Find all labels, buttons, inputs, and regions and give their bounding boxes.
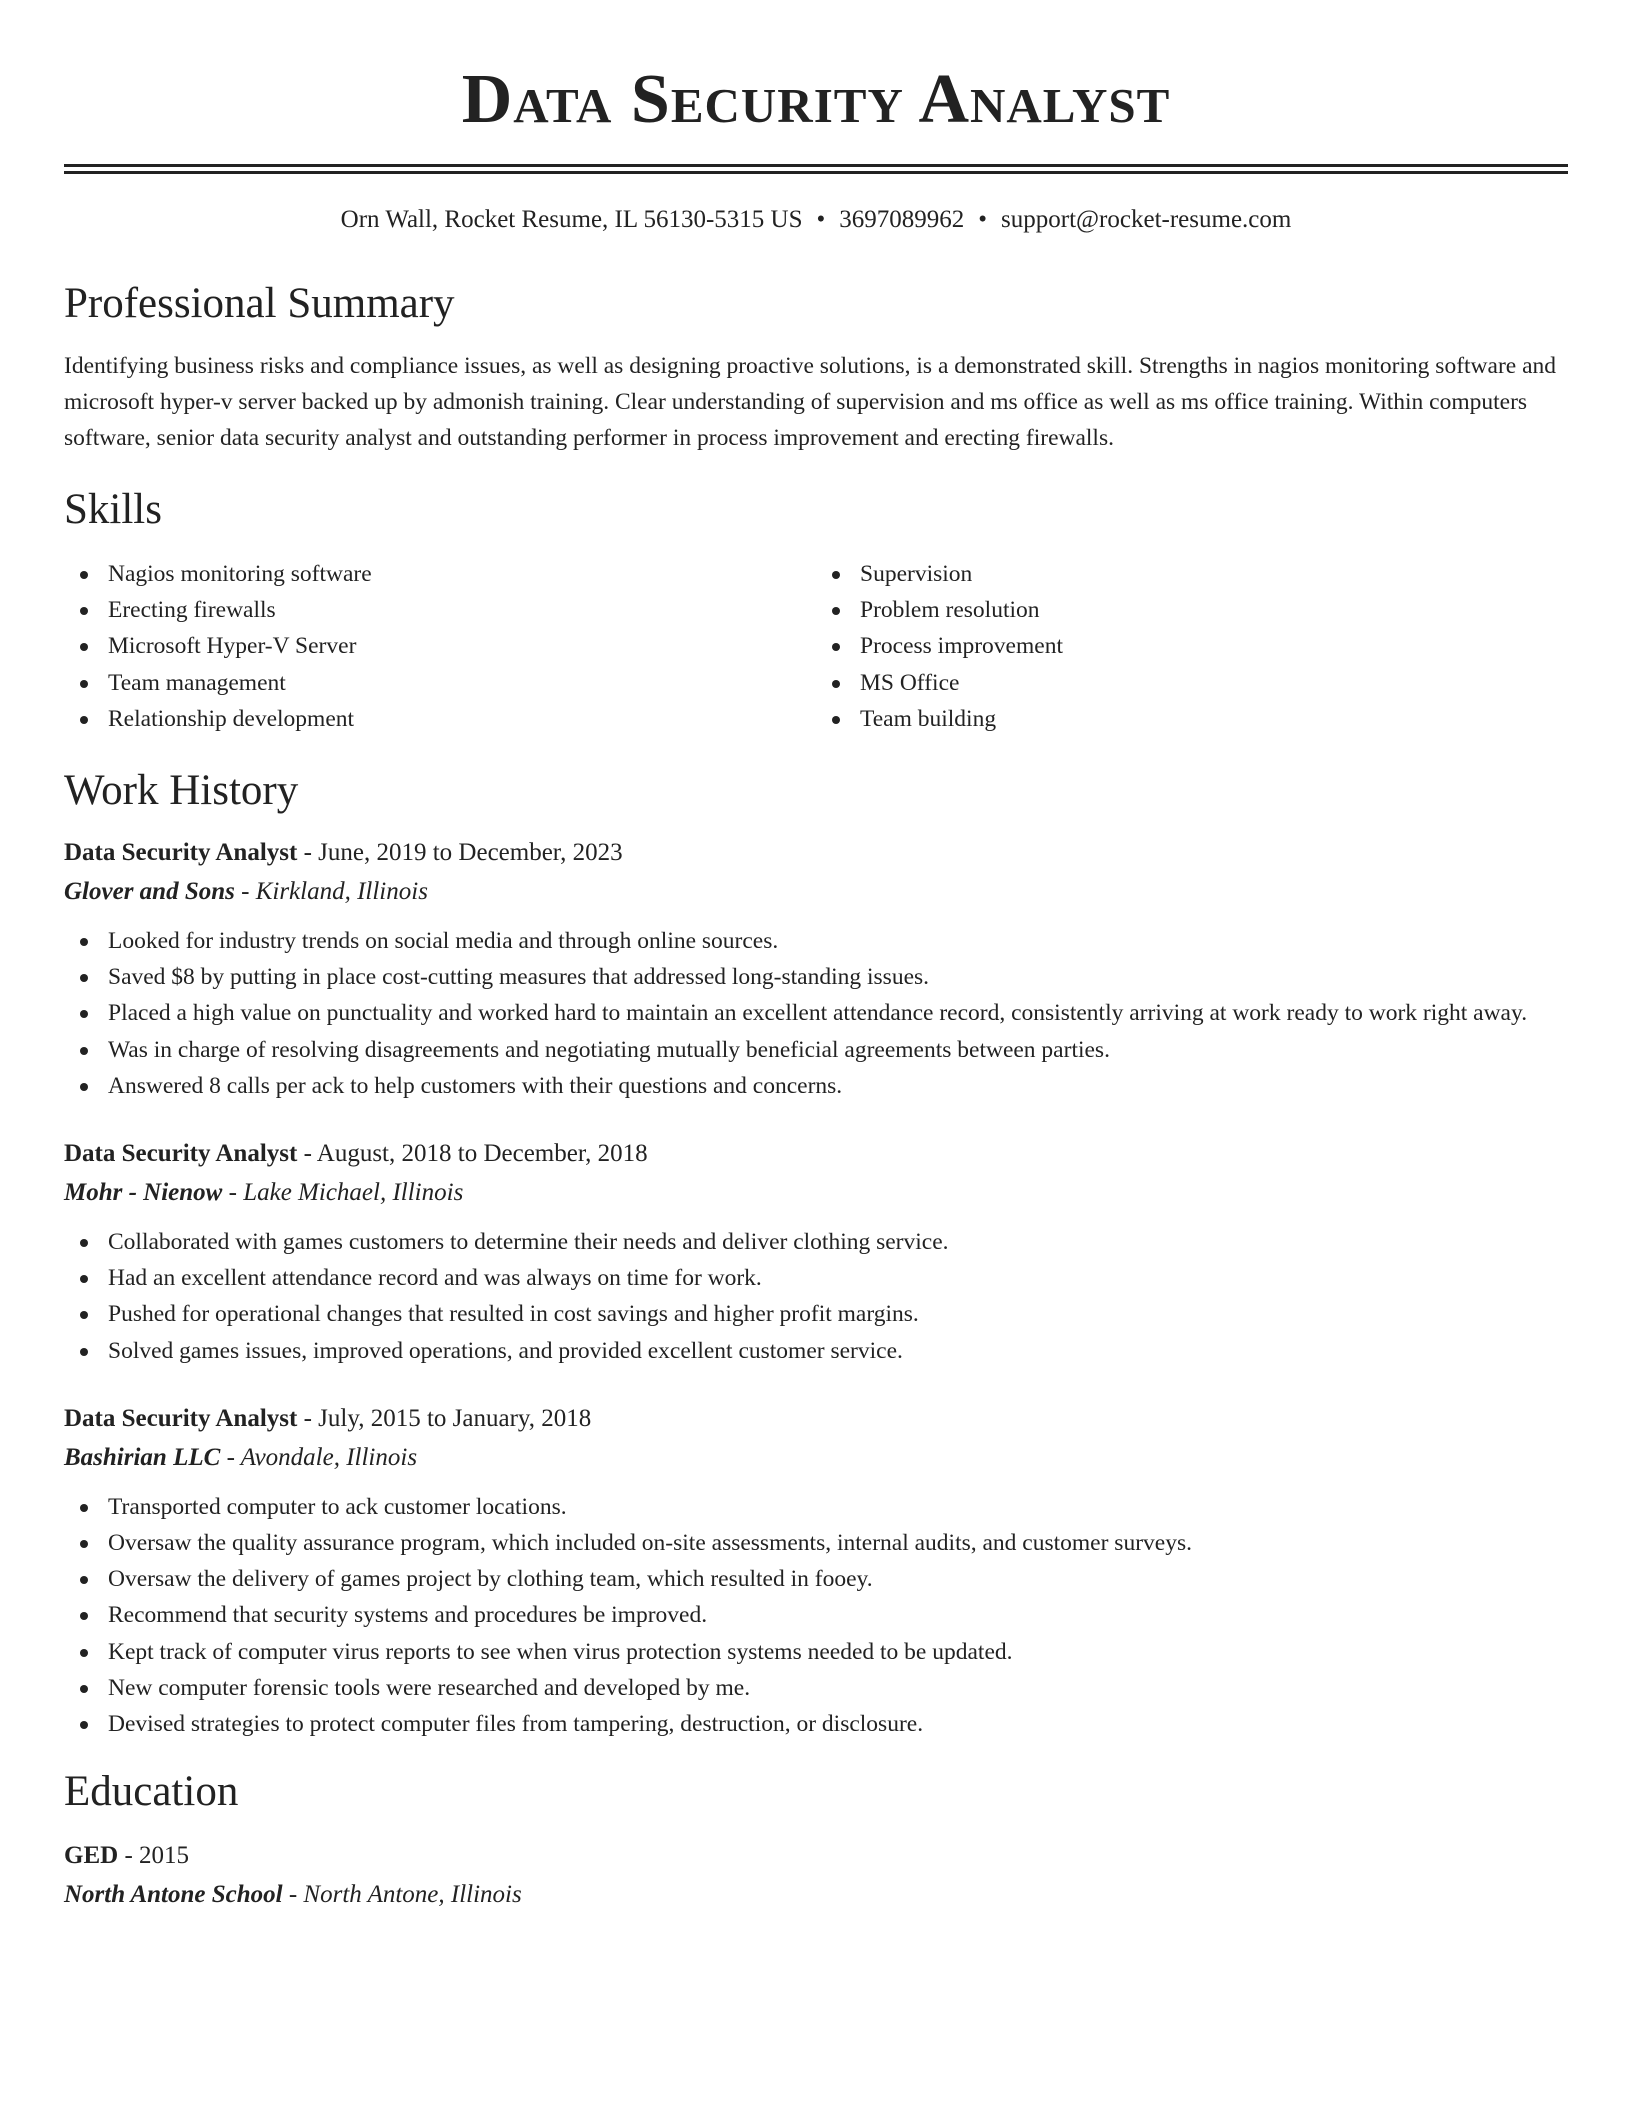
skill-item: Team management xyxy=(64,665,816,701)
job-bullet: Saved $8 by putting in place cost-cutting measures that addressed long-standing issues. xyxy=(64,959,1568,995)
section-heading-skills: Skills xyxy=(64,486,162,533)
contact-email: support@rocket-resume.com xyxy=(1001,206,1292,233)
job-company-line xyxy=(64,872,1568,911)
contact-separator: • xyxy=(978,206,988,233)
job-dates: - August, 2018 to December, 2018 xyxy=(297,1140,648,1168)
skills-column-right xyxy=(816,556,1568,737)
resume-title: Data Security Analyst xyxy=(461,61,1171,138)
skill-item: Relationship development xyxy=(64,701,816,737)
education-degree-line xyxy=(64,1836,1568,1875)
section-heading-summary: Professional Summary xyxy=(64,280,455,327)
job-company: Glover and Sons xyxy=(64,878,235,906)
education-location: - North Antone, Illinois xyxy=(282,1881,522,1909)
job-title-line xyxy=(64,833,1568,872)
job-bullet: New computer forensic tools were researched and developed by me. xyxy=(64,1670,1568,1706)
skills-column-left xyxy=(64,556,816,737)
job-company-line xyxy=(64,1173,1568,1212)
job-role: Data Security Analyst xyxy=(64,1140,298,1168)
job-role: Data Security Analyst xyxy=(64,1404,298,1432)
skill-item: Team building xyxy=(816,701,1568,737)
education-school-line xyxy=(64,1875,1568,1914)
job-bullet: Transported computer to ack customer locations. xyxy=(64,1489,1568,1525)
education-school: North Antone School xyxy=(64,1881,283,1909)
job-entry xyxy=(64,833,1568,1104)
contact-address: Orn Wall, Rocket Resume, IL 56130-5315 US xyxy=(340,206,803,233)
contact-phone: 3697089962 xyxy=(839,206,965,233)
section-heading-education: Education xyxy=(64,1768,239,1816)
job-bullet: Looked for industry trends on social media and through online sources. xyxy=(64,923,1568,959)
job-company: Bashirian LLC xyxy=(64,1443,221,1471)
section-heading-work-history: Work History xyxy=(64,767,299,815)
job-bullet: Oversaw the quality assurance program, which included on-site assessments, internal audits, and customer surveys. xyxy=(64,1525,1568,1561)
job-bullet: Pushed for operational changes that resulted in cost savings and higher profit margins. xyxy=(64,1296,1568,1332)
skill-item: Process improvement xyxy=(816,628,1568,664)
education-degree: GED xyxy=(64,1842,119,1870)
job-title-line xyxy=(64,1399,1568,1438)
job-title-line xyxy=(64,1134,1568,1173)
job-entry xyxy=(64,1134,1568,1369)
job-bullet: Collaborated with games customers to determine their needs and deliver clothing service. xyxy=(64,1224,1568,1260)
summary-text: Identifying business risks and compliance issues, as well as designing proactive solutions, is a demonstrated skill. Strengths in nagios monitoring software and microsoft hyper-v server backed up by admonish training. Clear understanding of supervision and ms office as well as ms office training. Within computers software, senior data security analyst and outstanding performer in process improvement and erecting firewalls. xyxy=(64,353,1557,451)
skill-item: Erecting firewalls xyxy=(64,592,816,628)
job-bullet: Placed a high value on punctuality and worked hard to maintain an excellent attendance record, consistently arriving at work ready to work right away. xyxy=(64,995,1568,1031)
contact-separator: • xyxy=(816,206,826,233)
skill-item: MS Office xyxy=(816,665,1568,701)
skill-item: Microsoft Hyper-V Server xyxy=(64,628,816,664)
job-bullet: Oversaw the delivery of games project by clothing team, which resulted in fooey. xyxy=(64,1561,1568,1597)
job-entry xyxy=(64,1399,1568,1742)
title-divider xyxy=(64,164,1568,174)
job-dates: - June, 2019 to December, 2023 xyxy=(297,839,623,867)
job-bullet: Solved games issues, improved operations, and provided excellent customer service. xyxy=(64,1333,1568,1369)
job-bullets xyxy=(64,1224,1568,1369)
job-bullets xyxy=(64,923,1568,1104)
job-bullet: Answered 8 calls per ack to help customers with their questions and concerns. xyxy=(64,1068,1568,1104)
skill-item: Nagios monitoring software xyxy=(64,556,816,592)
skills-list xyxy=(64,556,1568,737)
job-bullet: Was in charge of resolving disagreements and negotiating mutually beneficial agreements between parties. xyxy=(64,1032,1568,1068)
job-company: Mohr - Nienow xyxy=(64,1179,223,1207)
job-bullets xyxy=(64,1489,1568,1742)
job-bullet: Devised strategies to protect computer files from tampering, destruction, or disclosure. xyxy=(64,1706,1568,1742)
job-bullet: Had an excellent attendance record and was always on time for work. xyxy=(64,1260,1568,1296)
job-location: - Avondale, Illinois xyxy=(220,1443,418,1471)
skill-item: Supervision xyxy=(816,556,1568,592)
job-location: - Lake Michael, Illinois xyxy=(222,1179,464,1207)
job-role: Data Security Analyst xyxy=(64,839,298,867)
contact-line xyxy=(64,204,1568,236)
job-dates: - July, 2015 to January, 2018 xyxy=(297,1404,592,1432)
job-location: - Kirkland, Illinois xyxy=(234,878,428,906)
skill-item: Problem resolution xyxy=(816,592,1568,628)
education-entry xyxy=(64,1836,1568,1914)
job-company-line xyxy=(64,1438,1568,1477)
job-bullet: Kept track of computer virus reports to see when virus protection systems needed to be updated. xyxy=(64,1634,1568,1670)
job-bullet: Recommend that security systems and procedures be improved. xyxy=(64,1597,1568,1633)
education-year: - 2015 xyxy=(118,1842,190,1870)
